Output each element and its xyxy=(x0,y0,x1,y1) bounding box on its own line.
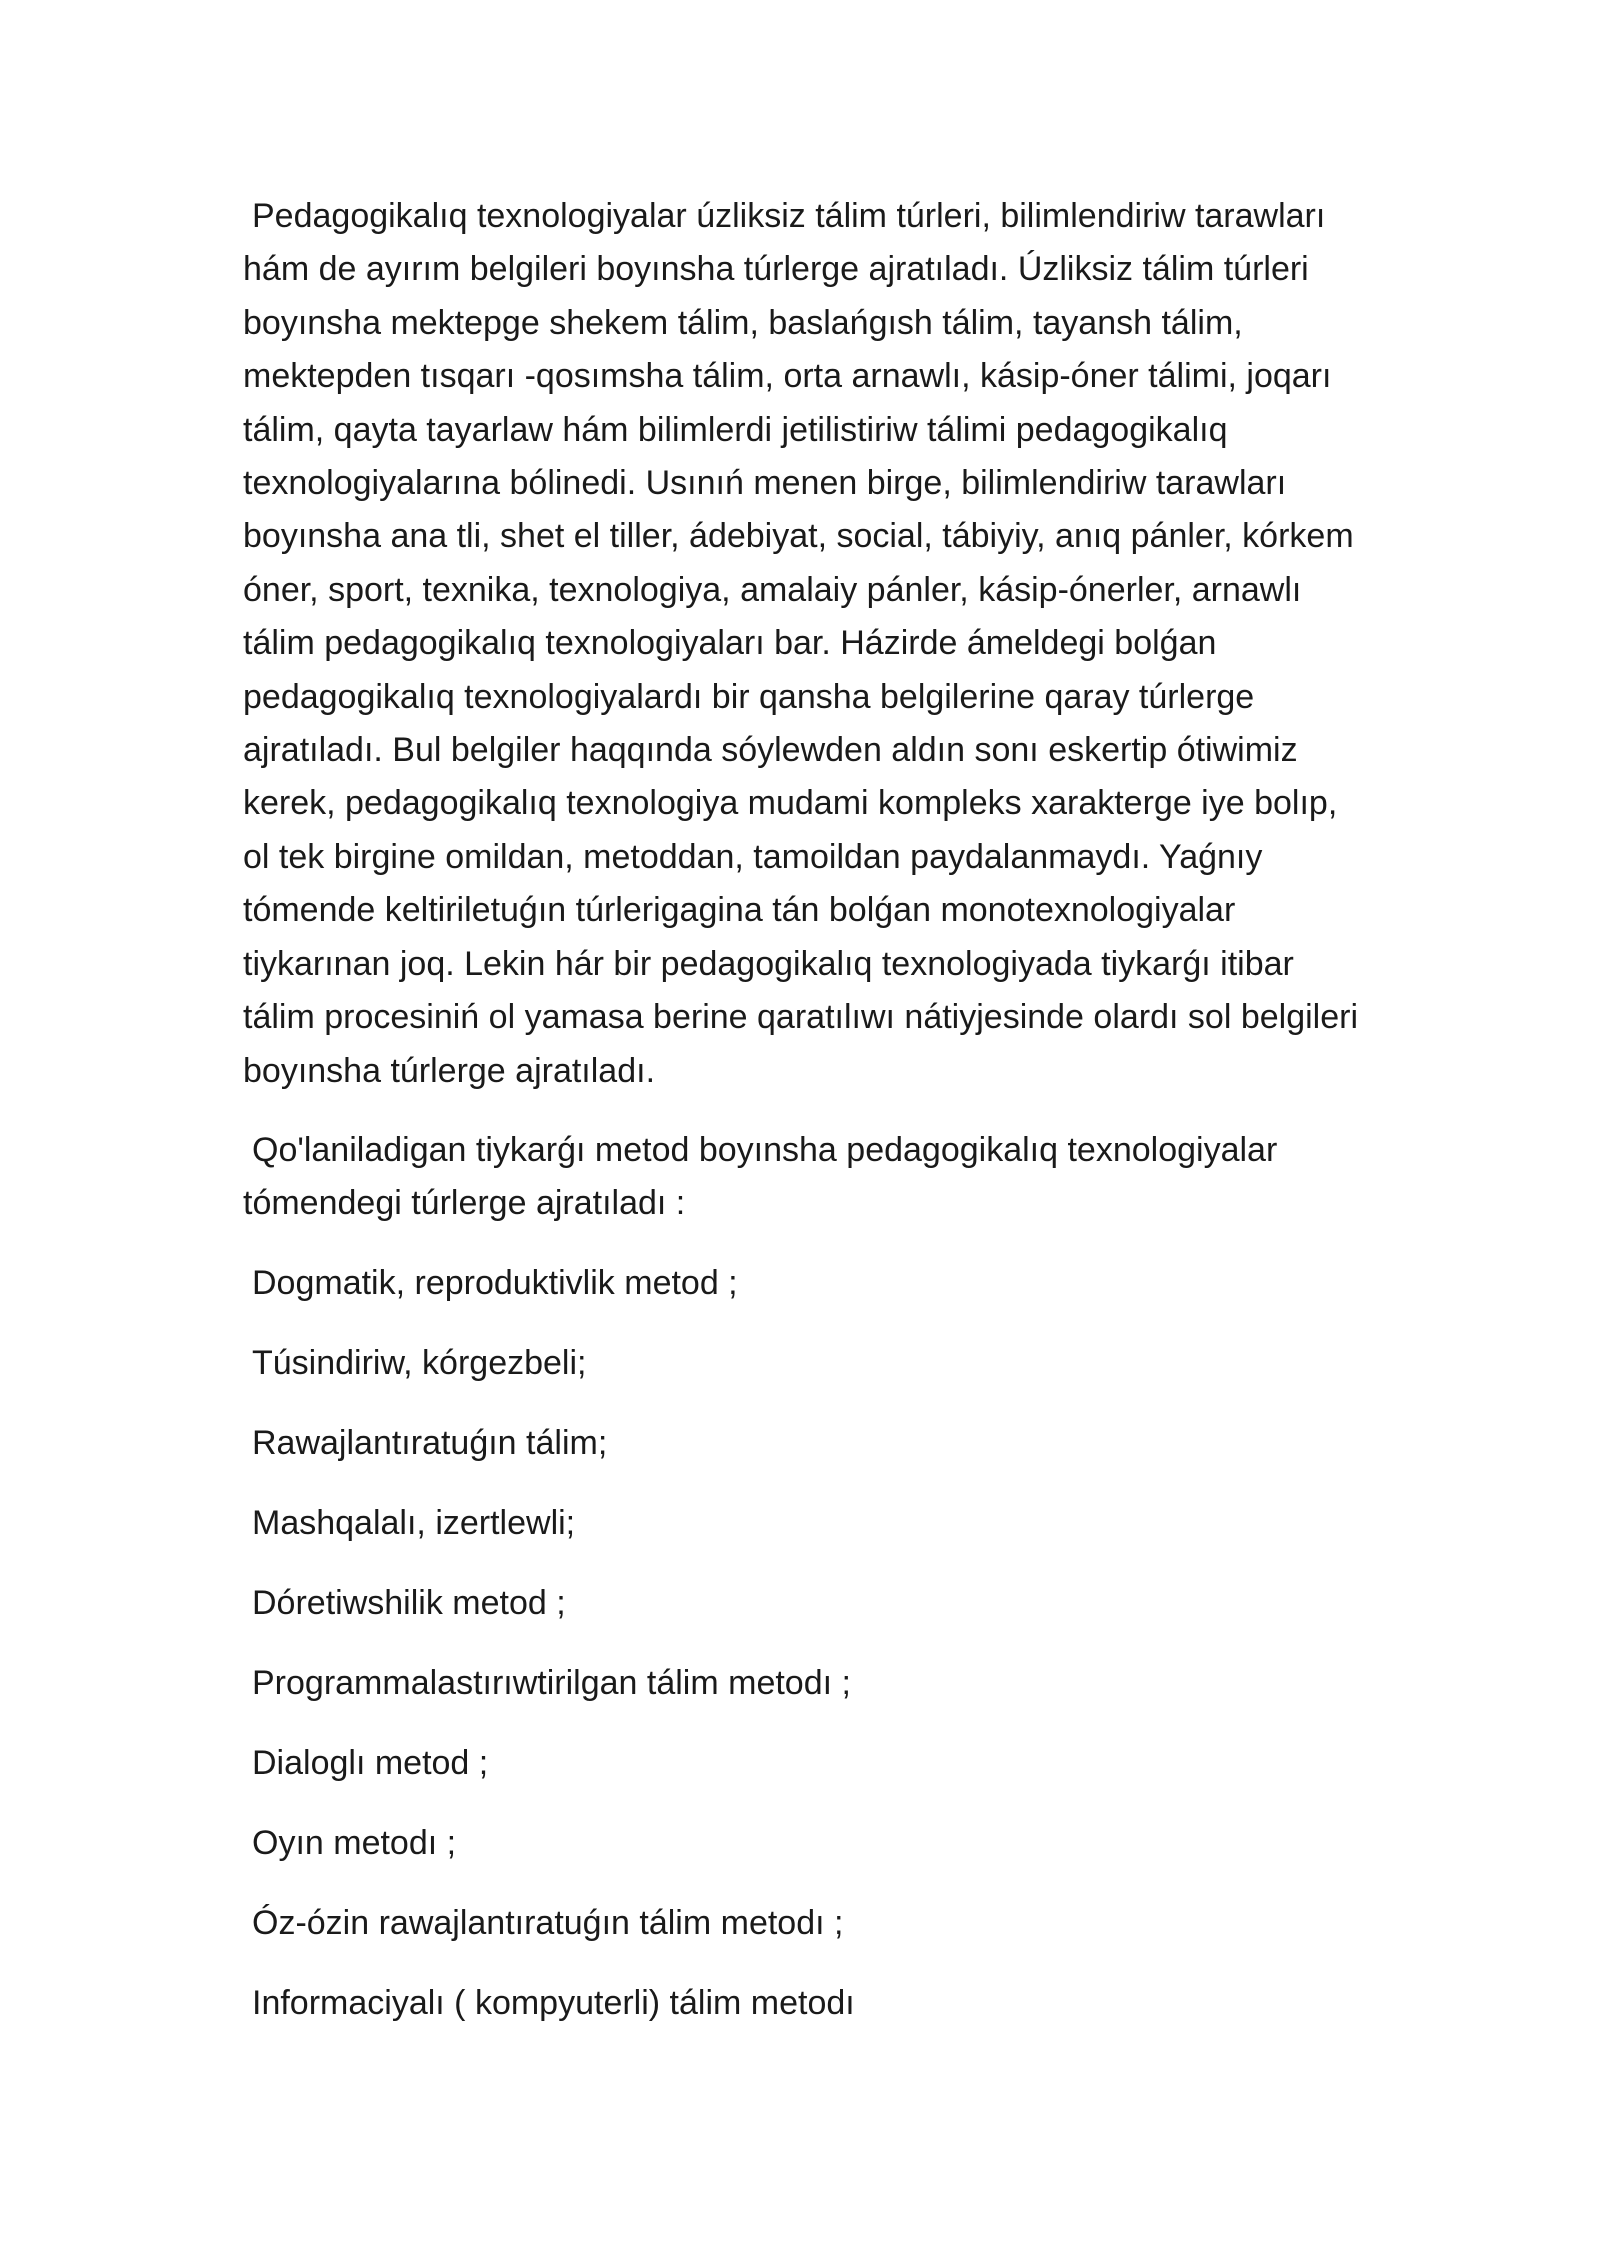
document-page xyxy=(243,190,1373,2030)
list-item: Dialoglı metod ; xyxy=(252,1743,489,1782)
list-item: Oyın metodı ; xyxy=(252,1823,457,1862)
list-item: Programmalastırıwtirilgan tálim metodı ; xyxy=(252,1663,851,1702)
intro-paragraph: Pedagogikalıq texnologiyalar úzliksiz tálim túrleri, bilimlendiriw tarawları hám de ayırım belgileri boyınsha túrlerge ajratıladı. Úzliksiz tálim túrleri boyınsha mektepge shekem tálim, baslańgısh tálim, tayansh tálim, mektepden tısqarı -qosımsha tálim, orta arnawlı, kásip-óner tálimi, joqarı tálim, qayta tayarlaw hám bilimlerdi jetilistiriw tálimi pedagogikalıq texnologiyalarına bólinedi. Usınıń menen birge, bilimlendiriw tarawları boyınsha ana tli, shet el tiller, ádebiyat, social, tábiyiy, anıq pánler, kórkem óner, sport, texnika, texnologiya, amalaiy pánler, kásip-ónerler, arnawlı tálim pedagogikalıq texnologiyaları bar. Házirde ámeldegi bolǵan pedagogikalıq texnologiyalardı bir qansha belgilerine qaray túrlerge ajratıladı. Bul belgiler haqqında sóylewden aldın sonı eskertip ótiwimiz kerek, pedagogikalıq texnologiya mudami kompleks xarakterge iye bolıp, ol tek birgine omildan, metoddan, tamoildan paydalanmaydı. Yaǵnıy tómende keltiriletuǵın túrlerigagina tán bolǵan monotexnologiyalar tiykarınan joq. Lekin hár bir pedagogikalıq texnologiyada tiykarǵı itibar tálim procesiniń ol yamasa berine qaratılıwı nátiyjesinde olardı sol belgileri boyınsha túrlerge ajratıladı. xyxy=(243,197,1358,1090)
methods-intro-paragraph: Qo'laniladigan tiykarǵı metod boyınsha pedagogikalıq texnologiyalar tómendegi túrlerge ajratıladı : xyxy=(243,1130,1278,1223)
list-item: Rawajlantıratuǵın tálim; xyxy=(252,1423,608,1462)
list-item: Túsindiriw, kórgezbeli; xyxy=(252,1343,587,1382)
list-item: Dóretiwshilik metod ; xyxy=(252,1583,566,1622)
list-item: Mashqalalı, izertlewli; xyxy=(252,1503,576,1542)
list-item: Óz-ózin rawajlantıratuǵın tálim metodı ; xyxy=(252,1903,844,1942)
list-item: Dogmatik, reproduktivlik metod ; xyxy=(252,1263,738,1302)
list-item: Informaciyalı ( kompyuterli) tálim metodı xyxy=(252,1983,855,2022)
methods-list xyxy=(243,1257,1373,2030)
